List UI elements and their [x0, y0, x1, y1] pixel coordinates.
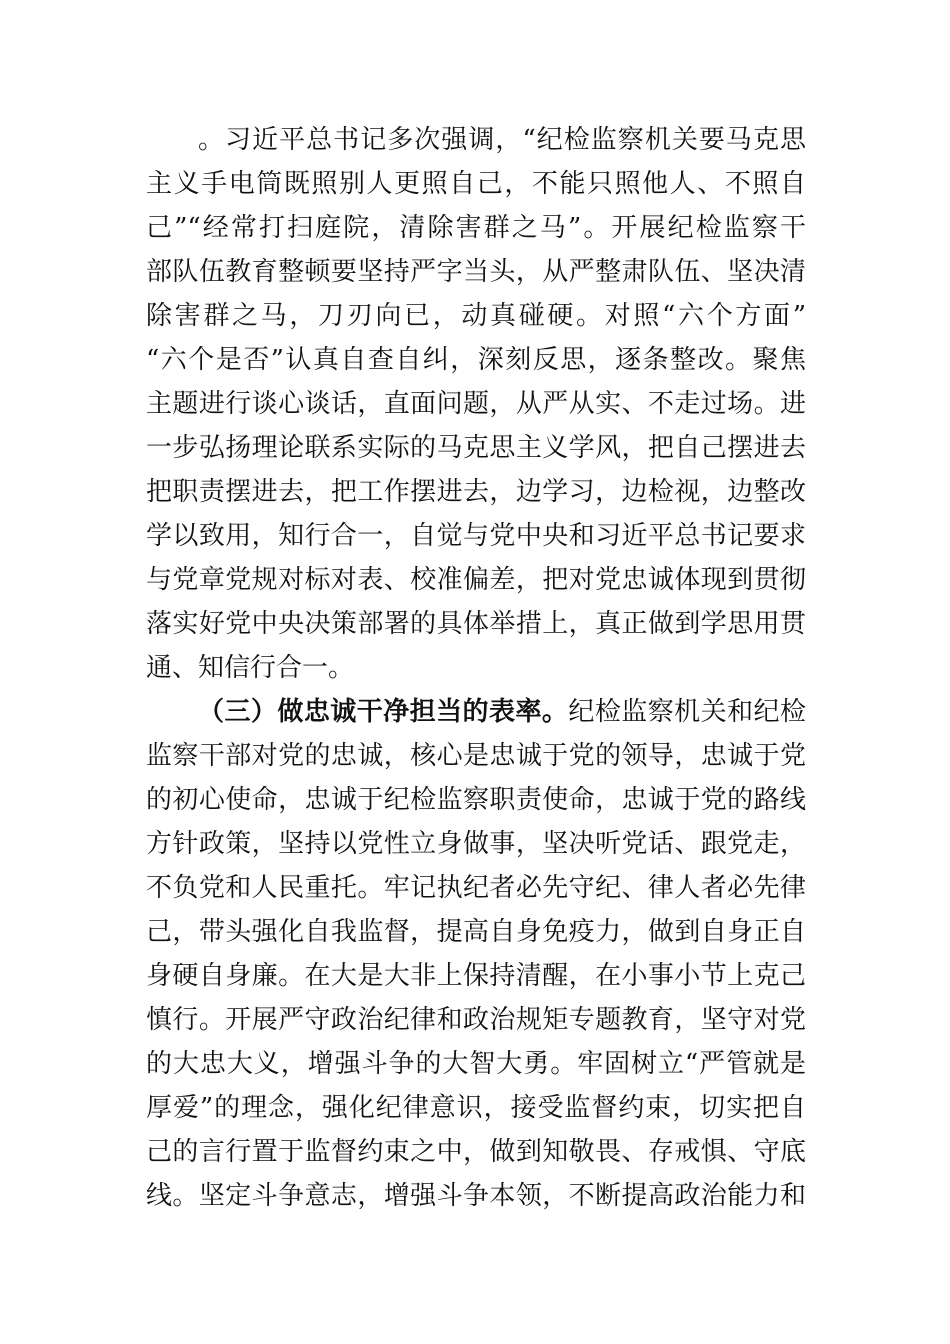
paragraph-2-line-2: 监察干部对党的忠诚，核心是忠诚于党的领导，忠诚于党 — [146, 741, 806, 771]
paragraph-1-line-7: 主题进行谈心谈话，直面问题，从严从实、不走过场。进 — [146, 389, 806, 419]
paragraph-2-line-7: 身硬自身廉。在大是大非上保持清醒，在小事小节上克己 — [146, 961, 806, 991]
paragraph-2-line-3: 的初心使命，忠诚于纪检监察职责使命，忠诚于党的路线 — [146, 785, 806, 815]
paragraph-2-line-12: 线。坚定斗争意志，增强斗争本领，不断提高政治能力和 — [146, 1181, 806, 1211]
paragraph-1-line-12: 落实好党中央决策部署的具体举措上，真正做到学思用贯 — [146, 609, 806, 639]
paragraph-1-line-1: 。习近平总书记多次强调，“纪检监察机关要马克思 — [198, 125, 806, 155]
paragraph-1-line-10: 学以致用，知行合一，自觉与党中央和习近平总书记要求 — [146, 521, 806, 551]
paragraph-2-line-4: 方针政策，坚持以党性立身做事，坚决听党话、跟党走， — [146, 829, 806, 859]
paragraph-1-line-8: 一步弘扬理论联系实际的马克思主义学风，把自己摆进去 — [146, 433, 806, 463]
paragraph-2-line-9: 的大忠大义，增强斗争的大智大勇。牢固树立“严管就是 — [146, 1049, 806, 1079]
paragraph-2-line-10: 厚爱”的理念，强化纪律意识，接受监督约束，切实把自 — [146, 1093, 806, 1123]
paragraph-2-line-1 — [198, 690, 806, 734]
paragraph-2-line-11: 己的言行置于监督约束之中，做到知敬畏、存戒惧、守底 — [146, 1137, 806, 1167]
paragraph-2-line-6: 己，带头强化自我监督，提高自身免疫力，做到自身正自 — [146, 917, 806, 947]
paragraph-1-line-3: 己”“经常打扫庭院，清除害群之马”。开展纪检监察干 — [146, 213, 806, 243]
paragraph-1-line-11: 与党章党规对标对表、校准偏差，把对党忠诚体现到贯彻 — [146, 565, 806, 595]
section-heading: （三）做忠诚干净担当的表率。 — [198, 697, 569, 727]
paragraph-1-line-4: 部队伍教育整顿要坚持严字当头，从严整肃队伍、坚决清 — [146, 257, 806, 287]
paragraph-1-line-6: “六个是否”认真自查自纠，深刻反思，逐条整改。聚焦 — [146, 345, 806, 375]
paragraph-1-line-5: 除害群之马，刀刃向已，动真碰硬。对照“六个方面” — [146, 301, 806, 331]
paragraph-2-line-8: 慎行。开展严守政治纪律和政治规矩专题教育，坚守对党 — [146, 1005, 806, 1035]
paragraph-2-line-1-text: 纪检监察机关和纪检 — [568, 697, 806, 727]
paragraph-1-line-2: 主义手电筒既照别人更照自己，不能只照他人、不照自 — [146, 169, 806, 199]
paragraph-2-line-5: 不负党和人民重托。牢记执纪者必先守纪、律人者必先律 — [146, 873, 806, 903]
paragraph-1-line-13: 通、知信行合一。 — [146, 653, 355, 683]
paragraph-1-line-9: 把职责摆进去，把工作摆进去，边学习，边检视，边整改 — [146, 477, 806, 507]
